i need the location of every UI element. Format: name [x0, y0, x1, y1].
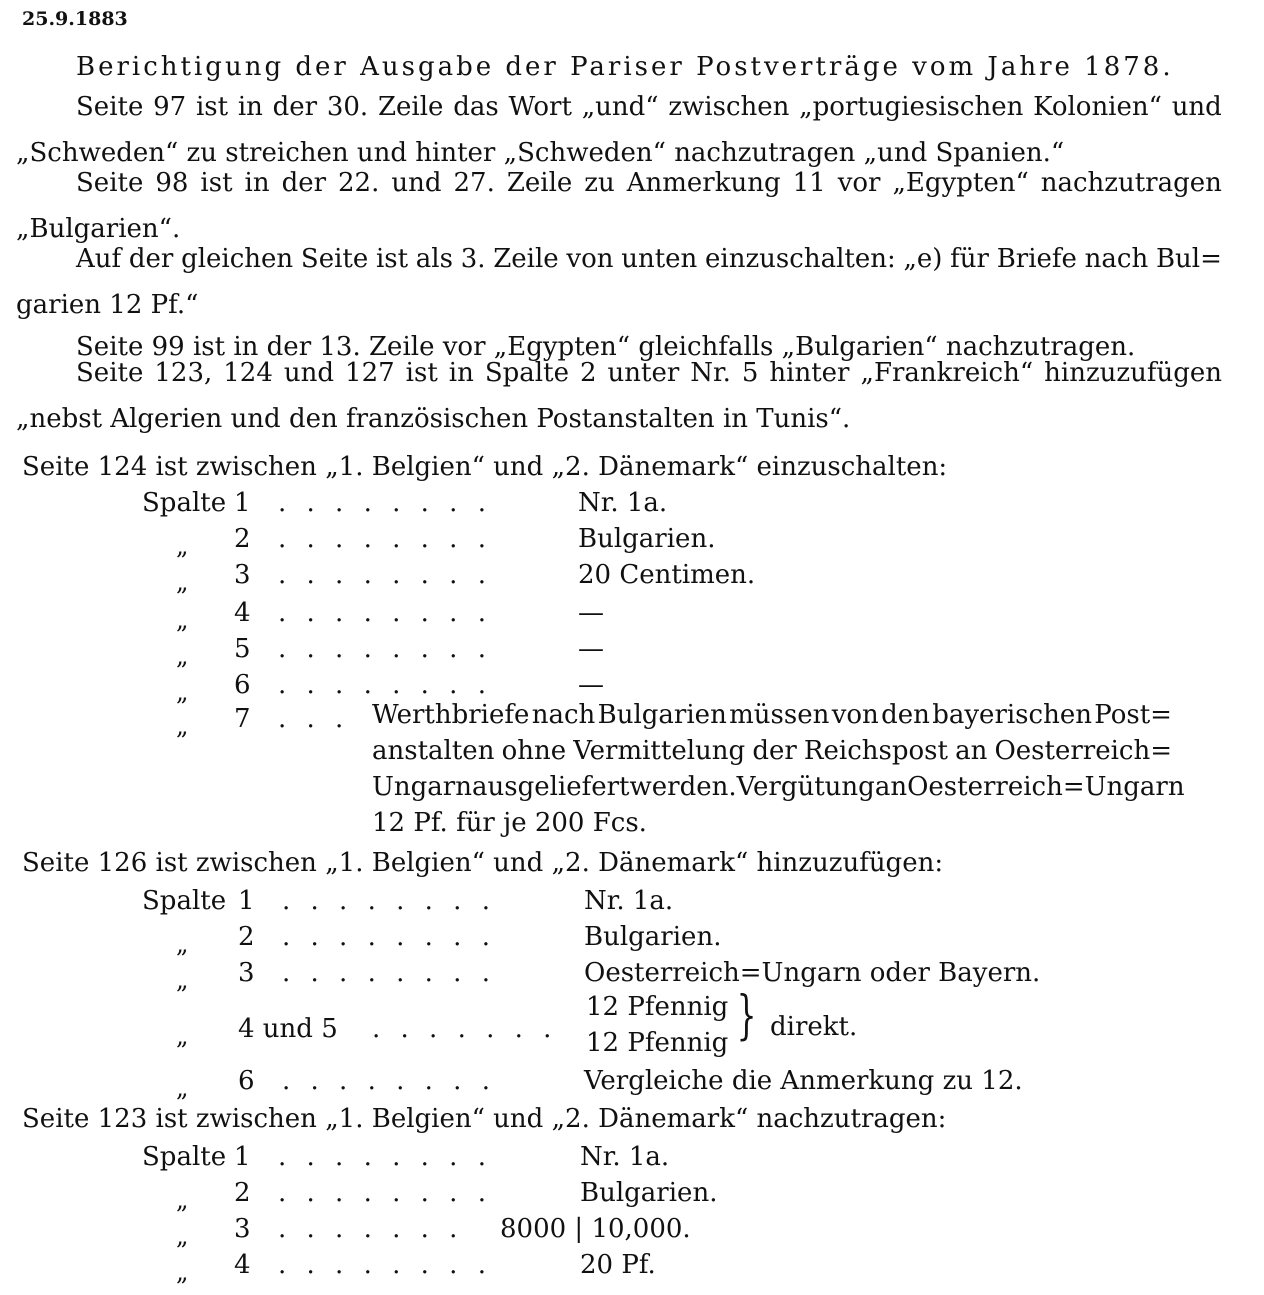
word: „und“ [581, 92, 659, 122]
column-value: — [578, 598, 604, 628]
column-number: 1 [234, 1142, 251, 1172]
paragraph-4-line-1: Seite 99 ist in der 13. Zeile vor „Egypten“ gleichfalls „Bulgarien“ nachzutragen. [76, 332, 1136, 362]
leader-dots: . . . . . . . . [278, 488, 492, 518]
word: Nr. [690, 358, 731, 388]
column-number: 4 [234, 598, 251, 628]
word: Post= [1094, 700, 1172, 730]
word: nach [531, 700, 596, 730]
word: Kolonien“ [1033, 92, 1162, 122]
column-value: 8000 | 10,000. [500, 1214, 691, 1244]
column-value: Bulgarien. [584, 922, 722, 952]
spalte-label: Spalte [142, 1142, 227, 1172]
word: Werthbriefe [372, 700, 530, 730]
word: ohne [501, 736, 567, 766]
word: als [415, 244, 453, 274]
column-number: 6 [238, 1066, 255, 1096]
word: Auf [76, 244, 122, 274]
word: Vermittelung [573, 736, 746, 766]
word: 97 [153, 92, 187, 122]
word: anstalten [372, 736, 495, 766]
word: zwischen [668, 92, 790, 122]
leader-dots: . . . [278, 704, 350, 734]
column-number: 3 [238, 958, 255, 988]
ditto-mark: „ [176, 1022, 189, 1050]
word: Oesterreich=Ungarn [907, 772, 1185, 802]
spalte-label: Spalte [142, 886, 227, 916]
word: 22. [338, 168, 380, 198]
column-number: 2 [238, 922, 255, 952]
word: Spalte [484, 358, 569, 388]
leader-dots: . . . . . . . . [278, 670, 492, 700]
section-126-heading: Seite 126 ist zwischen „1. Belgien“ und „2. Dänemark“ hinzuzufügen: [22, 848, 944, 878]
word: der [272, 92, 318, 122]
column-value: Vergleiche die Anmerkung zu 12. [584, 1066, 1023, 1096]
word: ausgeliefert [471, 772, 630, 802]
word: in [448, 358, 474, 388]
column-value: 20 Pf. [580, 1250, 656, 1280]
word: den [881, 700, 930, 730]
ditto-mark: „ [176, 1186, 189, 1214]
word: 3. [460, 244, 486, 274]
word: 98 [155, 168, 189, 198]
column-number: 2 [234, 524, 251, 554]
word: unter [607, 358, 680, 388]
curly-brace-icon: } [736, 986, 757, 1046]
column-number: 1 [238, 886, 255, 916]
section-124-note-line-1 [372, 700, 1172, 730]
paragraph-3-line-2: garien 12 Pf.“ [16, 290, 199, 320]
word: werden. [629, 772, 737, 802]
ditto-mark: „ [176, 678, 189, 706]
paragraph-3-line-1 [76, 244, 1222, 274]
ditto-mark: „ [176, 930, 189, 958]
word: einzuschalten: [705, 244, 896, 274]
word: 123, [154, 358, 213, 388]
word: zu [584, 168, 615, 198]
word: in [237, 92, 263, 122]
word: in [244, 168, 270, 198]
word: ist [375, 244, 409, 274]
paragraph-5-line-1 [76, 358, 1222, 388]
word: Bul= [1155, 244, 1222, 274]
word: 5 [741, 358, 759, 388]
word: 2 [579, 358, 597, 388]
leader-dots: . . . . . . . . [278, 634, 492, 664]
leader-dots: . . . . . . . . [278, 524, 492, 554]
ditto-mark: „ [176, 712, 189, 740]
word: Zeile [493, 244, 559, 274]
word: Zeile [506, 168, 573, 198]
column-value: Bulgarien. [580, 1178, 718, 1208]
word: der [128, 244, 174, 274]
column-number: 4 [234, 1250, 251, 1280]
word: der [752, 736, 797, 766]
word: 30. [326, 92, 369, 122]
column-number: 2 [234, 1178, 251, 1208]
section-124-note-line-3 [372, 772, 1185, 802]
column-number: 1 [234, 488, 251, 518]
word: „Egypten“ [892, 168, 1029, 198]
column-number: 3 [234, 1214, 251, 1244]
column-value: Nr. 1a. [578, 488, 668, 518]
leader-dots: . . . . . . . . [282, 886, 496, 916]
word: ist [200, 168, 233, 198]
leader-dots: . . . . . . . . [278, 560, 492, 590]
word: Seite [76, 92, 144, 122]
leader-dots: . . . . . . . . [282, 1066, 496, 1096]
word: Vergütung [736, 772, 875, 802]
leader-dots: . . . . . . . [278, 1214, 464, 1244]
word: gleichen [181, 244, 294, 274]
word: von [566, 244, 614, 274]
section-123-heading: Seite 123 ist zwischen „1. Belgien“ und „2. Dänemark“ nachzutragen: [22, 1104, 947, 1134]
pfennig-line-2: 12 Pfennig [586, 1028, 729, 1058]
word: „e) [903, 244, 943, 274]
word: an [955, 736, 988, 766]
direkt-label: direkt. [770, 1012, 858, 1042]
word: müssen [729, 700, 830, 730]
word: hinzuzufügen [1044, 358, 1222, 388]
column-value: 20 Centimen. [578, 560, 756, 590]
pfennig-line-1: 12 Pfennig [586, 992, 729, 1022]
leader-dots: . . . . . . . . [278, 1142, 492, 1172]
section-124-note-line-4: 12 Pf. für je 200 Fcs. [372, 808, 647, 838]
word: hinter [769, 358, 850, 388]
column-value: Nr. 1a. [584, 886, 674, 916]
paragraph-1-line-2: „Schweden“ zu streichen und hinter „Schweden“ nachzutragen „und Spanien.“ [16, 138, 1065, 168]
word: Briefe [996, 244, 1077, 274]
word: 11 [792, 168, 826, 198]
column-value: Oesterreich=Ungarn oder Bayern. [584, 958, 1041, 988]
ditto-mark: „ [176, 1074, 189, 1102]
column-value: — [578, 634, 604, 664]
column-number: 5 [234, 634, 251, 664]
word: Reichspost [803, 736, 948, 766]
spalte-label: Spalte [142, 488, 227, 518]
word: „Frankreich“ [860, 358, 1034, 388]
word: Wort [508, 92, 572, 122]
word: das [453, 92, 499, 122]
word: Seite [300, 244, 369, 274]
ditto-mark: „ [176, 606, 189, 634]
word: 27. [453, 168, 495, 198]
word: Seite [76, 168, 144, 198]
word: nach [1084, 244, 1149, 274]
word: und [1171, 92, 1222, 122]
word: bayerischen [932, 700, 1092, 730]
leader-dots: . . . . . . . [372, 1014, 558, 1044]
ditto-mark: „ [176, 966, 189, 994]
column-number: 3 [234, 560, 251, 590]
word: Zeile [377, 92, 444, 122]
word: Ungarn [372, 772, 472, 802]
word: „portugiesischen [799, 92, 1024, 122]
word: der [281, 168, 327, 198]
word: unten [621, 244, 698, 274]
section-124-note-line-2 [372, 736, 1172, 766]
word: ist [195, 92, 229, 122]
column-number: 6 [234, 670, 251, 700]
leader-dots: . . . . . . . . [278, 598, 492, 628]
word: von [831, 700, 879, 730]
word: vor [837, 168, 881, 198]
ditto-mark: „ [176, 1222, 189, 1250]
word: Oesterreich= [994, 736, 1172, 766]
word: Seite [76, 358, 144, 388]
ditto-mark: „ [176, 568, 189, 596]
paragraph-1-line-1 [76, 92, 1222, 122]
paragraph-5-line-2: „nebst Algerien und den französischen Postanstalten in Tunis“. [16, 404, 851, 434]
ditto-mark: „ [176, 1258, 189, 1286]
ditto-mark: „ [176, 642, 189, 670]
leader-dots: . . . . . . . . [278, 1250, 492, 1280]
word: 127 [345, 358, 395, 388]
word: an [874, 772, 908, 802]
section-124-heading: Seite 124 ist zwischen „1. Belgien“ und „2. Dänemark“ einzuschalten: [22, 452, 948, 482]
word: Anmerkung [626, 168, 781, 198]
column-value: — [578, 670, 604, 700]
column-value: Nr. 1a. [580, 1142, 670, 1172]
document-title: Berichtigung der Ausgabe der Pariser Postverträge vom Jahre 1878. [76, 52, 1174, 82]
ditto-mark: „ [176, 532, 189, 560]
word: Bulgarien [597, 700, 727, 730]
word: und [391, 168, 442, 198]
column-number: 7 [234, 704, 251, 734]
word: nachzutragen [1040, 168, 1222, 198]
word: 124 [223, 358, 273, 388]
word: und [283, 358, 335, 388]
date-stamp: 25.9.1883 [22, 8, 128, 30]
leader-dots: . . . . . . . . [282, 922, 496, 952]
column-value: Bulgarien. [578, 524, 716, 554]
paragraph-2-line-2: „Bulgarien“. [16, 214, 181, 244]
leader-dots: . . . . . . . . [282, 958, 496, 988]
leader-dots: . . . . . . . . [278, 1178, 492, 1208]
word: ist [405, 358, 438, 388]
column-number: 4 und 5 [238, 1014, 338, 1044]
paragraph-2-line-1 [76, 168, 1222, 198]
word: für [950, 244, 989, 274]
